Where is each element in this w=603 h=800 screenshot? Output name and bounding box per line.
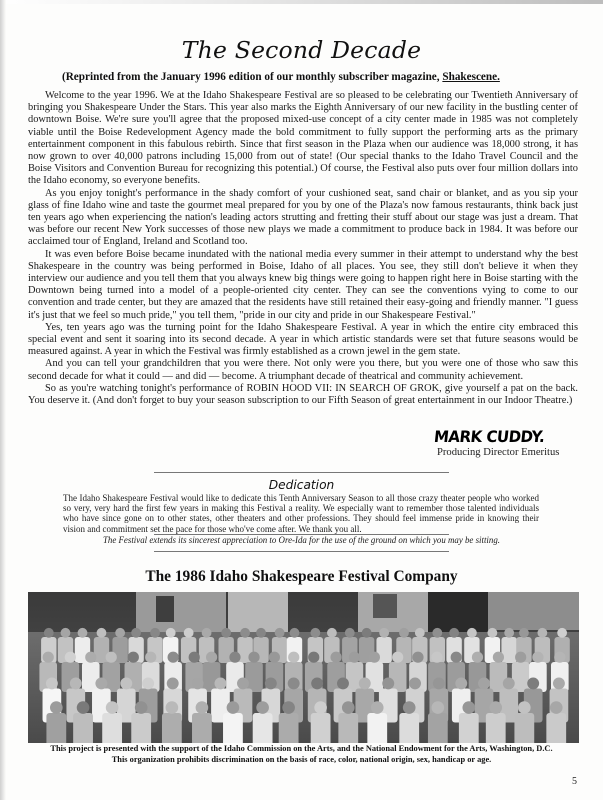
person-head xyxy=(449,628,459,638)
person-head xyxy=(554,652,565,663)
company-group-photo xyxy=(28,592,579,743)
person-body xyxy=(512,662,530,692)
person-head xyxy=(256,701,269,714)
person-head xyxy=(462,701,475,714)
dedication-text: The Idaho Shakespeare Festival would like to dedicate this Tenth Anniversary Season to all those crazy theater people who worked so very, very hard the first few years in making this Festival a reality. We especially want to remember those talented individuals who have since gone on to other states, other theaters and other professions. They should feel immense pride in knowing their vision and commitment set the pace for those who've come after. We thank you all. xyxy=(63,493,539,534)
person-head xyxy=(256,628,266,638)
person-head xyxy=(78,628,88,638)
person-head xyxy=(166,628,176,638)
person-head xyxy=(557,628,567,638)
person-body xyxy=(501,637,516,663)
person-head xyxy=(43,652,54,663)
person-head xyxy=(77,701,90,714)
company-photo-title: The 1986 Idaho Shakespeare Festival Company xyxy=(145,568,458,585)
person-head xyxy=(451,652,462,663)
person-head xyxy=(392,652,403,663)
person-body xyxy=(486,713,506,743)
funding-credit: This project is presented with the support of the Idaho Commission on the Arts, and the National Endowment for the Arts, Washington, D.C. xyxy=(50,744,553,753)
person-head xyxy=(46,677,58,689)
person-head xyxy=(314,701,327,714)
person-head xyxy=(106,701,119,714)
person-body xyxy=(428,713,448,743)
person-head xyxy=(311,677,323,689)
person-head xyxy=(362,628,372,638)
person-head xyxy=(167,677,179,689)
person-body xyxy=(162,713,182,743)
divider-rule xyxy=(154,472,449,473)
building-window xyxy=(156,596,174,622)
person-body xyxy=(459,713,479,743)
person-head xyxy=(288,677,300,689)
person-head xyxy=(128,652,139,663)
person-head xyxy=(342,701,355,714)
person-head xyxy=(537,628,547,638)
person-head xyxy=(215,677,227,689)
person-head xyxy=(379,628,389,638)
person-head xyxy=(44,628,54,638)
magazine-name: Shakescene. xyxy=(442,71,500,83)
person-body xyxy=(131,713,151,743)
person-head xyxy=(489,701,502,714)
person-head xyxy=(493,652,504,663)
person-head xyxy=(503,677,515,689)
appreciation-note: The Festival extends its sincerest appreciation to Ore-Ida for the use of the ground on which you may be sitting. xyxy=(102,535,500,545)
article-paragraph: Welcome to the year 1996. We at the Idaho Shakespeare Festival are so pleased to be celebrating our Twentieth Anniversary of bringing you Shakespeare Under the Stars. This year also marks the Eighth Anniversary of our new facility in the bustling center of downtown Boise. We're sure you'll agree that the proposed mixed-use concept of a city center made in 1985 was not completely viable until the Boise Redevelopment Agency made the bold commitment to fully support the performing arts as the primary entertainment component in this fabulous rebirth. Since that first season in the Plaza when our audience was 18,000 strong, it has now grown to over 40,000 patrons including 15,000 from out of state! (Our special thanks to the Idaho Travel Council and the Boise Visitors and Convention Bureau for recognizing this potential.) Of course, the Festival also puts over four million dollars into the Idaho economy, so everyone benefits. xyxy=(28,90,578,187)
person-head xyxy=(135,701,148,714)
person-head xyxy=(455,677,467,689)
building-wall xyxy=(136,592,226,637)
person-head xyxy=(61,628,71,638)
person-head xyxy=(359,677,371,689)
article-body xyxy=(28,90,578,407)
person-head xyxy=(515,652,526,663)
person-head xyxy=(403,701,416,714)
person-body xyxy=(311,713,331,743)
person-head xyxy=(478,677,490,689)
page-top-edge xyxy=(0,0,603,4)
divider-rule xyxy=(154,551,449,552)
person-head xyxy=(229,652,240,663)
person-head xyxy=(330,652,341,663)
person-head xyxy=(553,677,565,689)
person-body xyxy=(546,713,566,743)
person-head xyxy=(487,628,497,638)
dedication-title: Dedication xyxy=(268,478,335,492)
person-head xyxy=(221,628,231,638)
person-head xyxy=(240,628,250,638)
person-body xyxy=(223,713,243,743)
person-head xyxy=(166,701,179,714)
person-head xyxy=(532,652,543,663)
building-window xyxy=(373,594,397,618)
person-body xyxy=(82,662,100,692)
person-head xyxy=(527,677,539,689)
person-head xyxy=(288,652,299,663)
person-head xyxy=(282,701,295,714)
person-head xyxy=(550,701,563,714)
person-head xyxy=(518,701,531,714)
person-head xyxy=(196,701,209,714)
person-head xyxy=(409,677,421,689)
person-body xyxy=(279,713,299,743)
person-head xyxy=(106,652,117,663)
background-trees xyxy=(488,592,579,630)
person-body xyxy=(338,713,358,743)
person-head xyxy=(192,677,204,689)
person-body xyxy=(253,713,273,743)
person-body xyxy=(73,713,93,743)
person-head xyxy=(345,628,355,638)
article-paragraph: Yes, ten years ago was the turning point for the Idaho Shakespeare Festival. A year in which the entire city embraced this special event and sent it soaring into its second decade. A year in which artistic standards were set that future seasons would be measured against. A year in which the Festival was firmly established as a crown jewel in the gem state. xyxy=(28,321,578,358)
signature: MARK CUDDY. xyxy=(433,427,546,447)
person-head xyxy=(120,677,132,689)
person-head xyxy=(369,652,380,663)
person-head xyxy=(327,628,337,638)
person-head xyxy=(206,652,217,663)
person-head xyxy=(85,652,96,663)
reprint-note xyxy=(62,71,542,83)
person-head xyxy=(265,677,277,689)
person-head xyxy=(168,652,179,663)
person-head xyxy=(202,628,212,638)
group-photo-image xyxy=(28,592,579,743)
person-head xyxy=(95,677,107,689)
person-head xyxy=(97,628,107,638)
person-head xyxy=(237,677,249,689)
person-head xyxy=(308,652,319,663)
person-head xyxy=(431,652,442,663)
person-head xyxy=(432,628,442,638)
article-paragraph: So as you're watching tonight's performance of ROBIN HOOD VII: IN SEARCH OF GROK, give yourself a pat on the back. You deserve it. (And don't forget to buy your season subscription to our Fifth Season of great entertainment in our Indoor Theatre.) xyxy=(28,382,578,407)
person-head xyxy=(269,652,280,663)
tree-trunk-area xyxy=(228,592,288,634)
person-head xyxy=(310,628,320,638)
person-head xyxy=(131,628,141,638)
person-body xyxy=(102,713,122,743)
person-body xyxy=(245,662,263,692)
doorway xyxy=(428,592,488,632)
person-head xyxy=(432,701,445,714)
person-head xyxy=(467,628,477,638)
person-head xyxy=(472,652,483,663)
person-head xyxy=(70,677,82,689)
person-head xyxy=(290,628,300,638)
person-head xyxy=(150,628,160,638)
person-head xyxy=(65,652,76,663)
person-head xyxy=(145,652,156,663)
person-head xyxy=(399,628,409,638)
person-head xyxy=(504,628,514,638)
person-head xyxy=(142,677,154,689)
person-head xyxy=(519,628,529,638)
person-head xyxy=(189,652,200,663)
person-head xyxy=(115,628,125,638)
person-body xyxy=(367,713,387,743)
person-body xyxy=(192,713,212,743)
article-paragraph: It was even before Boise became inundated with the national media every summer in their attempt to understand why the best Shakespeare in the country was being performed in Boise, Idaho of all places. You see, they still don't believe it when they interview our audience and you tell them that you always knew big things were going to happen right here in Boise starting with the Downtown being turned into a model of a people-oriented city center. They can see the conventions vying to come to our convention and trade center, but they are amazed that the residents have still retained their easy-going and friendly manner. "I guess it's just that we feel so much pride," you tell them, "pride in our city and pride in our Shakespeare Festival." xyxy=(28,248,578,321)
person-head xyxy=(337,677,349,689)
person-head xyxy=(415,628,425,638)
page-left-edge xyxy=(0,0,6,800)
person-head xyxy=(371,701,384,714)
article-paragraph: And you can tell your grandchildren that you were there. Not only were you there, but you were one of those who saw this second decade for what it could — and did — become. A triumphant decade of theatrical and community achievement. xyxy=(28,358,578,382)
article-paragraph: As you enjoy tonight's performance in the shady comfort of your cushioned seat, sand chair or blanket, and as you sip your glass of fine Idaho wine and taste the gourmet meal prepared for you by one of the Plaza's now famous restaurants, think back just ten years ago when experiencing the nation's leading actors strutting and fretting their stuff about our stage was just a dream. That was before our recent New York successes of those new plays we made a commitment to produce back in 1984. It was before our acclaimed tour of England, Ireland and Scotland too. xyxy=(28,187,578,248)
nondiscrimination-notice: This organization prohibits discrimination on the basis of race, color, national origin, sex, handicap or age. xyxy=(111,755,492,764)
person-head xyxy=(275,628,285,638)
person-head xyxy=(412,652,423,663)
person-body xyxy=(399,713,419,743)
page-number: 5 xyxy=(572,776,577,787)
person-body xyxy=(46,713,66,743)
person-body xyxy=(514,713,534,743)
reprint-note-text: (Reprinted from the January 1996 edition of our monthly subscriber magazine, xyxy=(62,71,443,83)
person-head xyxy=(227,701,240,714)
person-head xyxy=(248,652,259,663)
person-head xyxy=(50,701,63,714)
person-head xyxy=(382,677,394,689)
page-title: The Second Decade xyxy=(181,36,422,64)
person-head xyxy=(433,677,445,689)
signature-title: Producing Director Emeritus xyxy=(437,447,560,458)
person-head xyxy=(184,628,194,638)
person-head xyxy=(349,652,360,663)
